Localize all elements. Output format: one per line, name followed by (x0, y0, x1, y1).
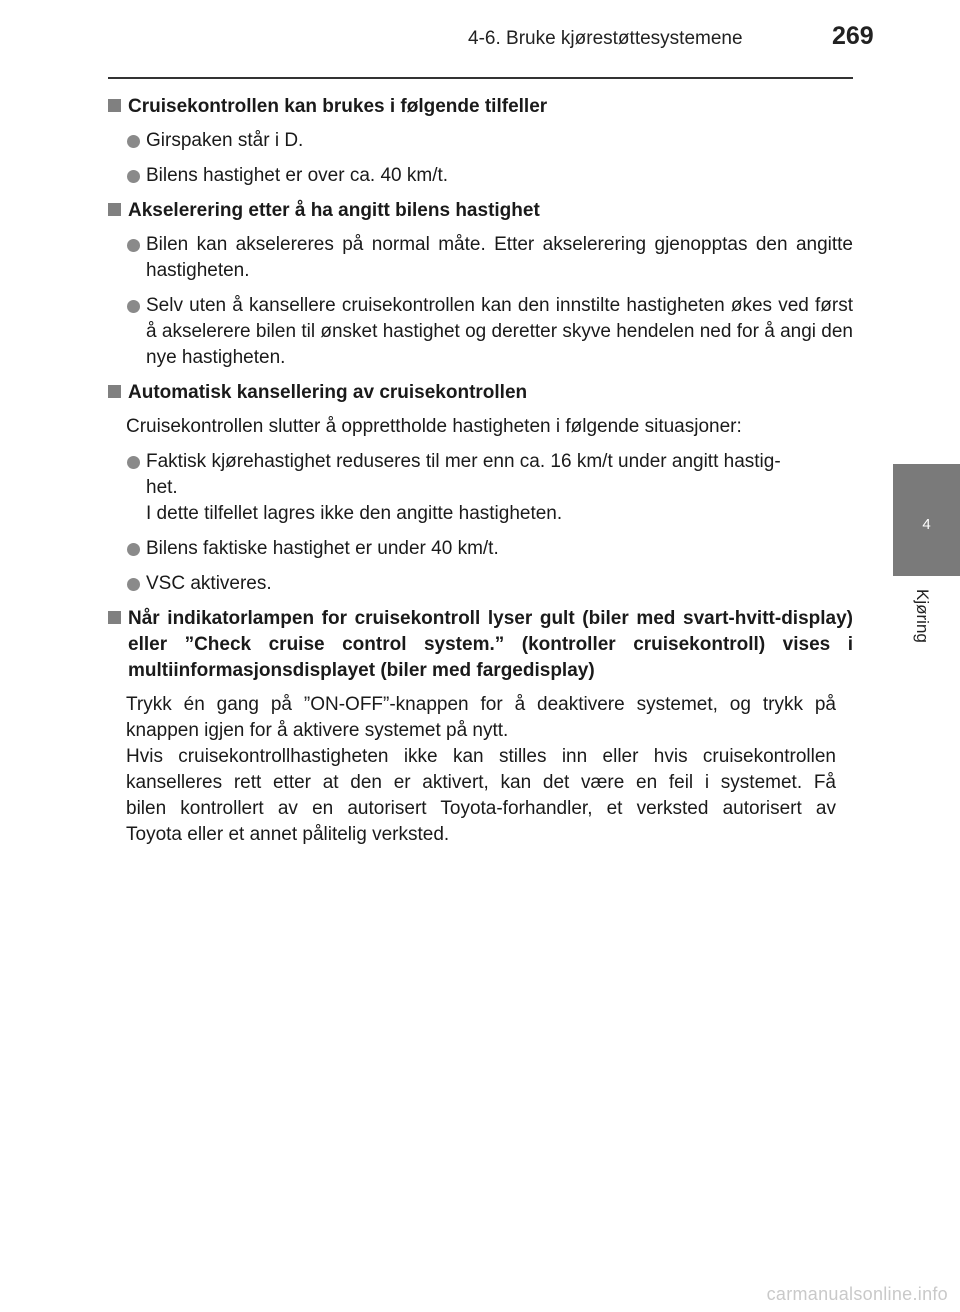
chapter-number: 4 (922, 516, 931, 533)
round-bullet-icon (127, 578, 140, 591)
round-bullet-icon (127, 543, 140, 556)
section-heading: Cruisekontrollen kan brukes i følgende tilfeller (108, 94, 853, 120)
list-item: Bilens faktiske hastighet er under 40 km/t. (126, 536, 853, 562)
section-auto-cancel (108, 380, 853, 597)
square-bullet-icon (108, 203, 121, 216)
section-heading: Automatisk kansellering av cruisekontrollen (108, 380, 853, 406)
chapter-side-tab (893, 464, 960, 576)
round-bullet-icon (127, 300, 140, 313)
list-item: Girspaken står i D. (126, 128, 853, 154)
section-heading: Akselerering etter å ha angitt bilens hastighet (108, 198, 853, 224)
list-item: Bilens hastighet er over ca. 40 km/t. (126, 163, 853, 189)
page-content (108, 94, 853, 856)
header-section-title: 4-6. Bruke kjørestøttesystemene (468, 28, 743, 49)
list-item: Selv uten å kansellere cruisekontrollen kan den innstilte hastigheten økes ved først å akselerere bilen til ønsket hastighet og deretter skyve hendelen ned for å angi den nye hastigheten. (126, 293, 853, 371)
page-number: 269 (832, 22, 874, 50)
section-indicator-warning (108, 606, 853, 848)
section-intro: Cruisekontrollen slutter å opprettholde hastigheten i følgende situasjoner: (126, 416, 742, 437)
square-bullet-icon (108, 611, 121, 624)
section-acceleration (108, 198, 853, 371)
round-bullet-icon (127, 456, 140, 469)
square-bullet-icon (108, 99, 121, 112)
list-item: Faktisk kjørehastighet reduseres til mer enn ca. 16 km/t under angitt hastig- het. I dette tilfellet lagres ikke den angitte hastigheten. (126, 449, 853, 527)
header-divider (108, 77, 853, 79)
list-item: VSC aktiveres. (126, 571, 853, 597)
square-bullet-icon (108, 385, 121, 398)
section-usage-conditions (108, 94, 853, 189)
watermark: carmanualsonline.info (766, 1284, 948, 1304)
section-heading: Når indikatorlampen for cruisekontroll lyser gult (biler med svart-hvitt-display) eller ”Check cruise control system.” (kontroller cruisekontroll) vises i multiinformasjonsdisplayet (biler med fargedisplay) (108, 606, 853, 684)
chapter-label: Kjøring (913, 589, 932, 643)
round-bullet-icon (127, 170, 140, 183)
round-bullet-icon (127, 135, 140, 148)
list-item: Bilen kan akselereres på normal måte. Etter akselerering gjenopptas den angitte hastigheten. (126, 232, 853, 284)
section-body: Trykk én gang på ”ON-OFF”-knappen for å deaktivere systemet, og trykk på knappen igjen for å aktivere systemet på nytt. Hvis cruisekontrollhastigheten ikke kan stilles inn eller hvis cruisekontrollen kanselleres rett etter at den er aktivert, kan det være en feil i systemet. Få bilen kontrollert av en autorisert Toyota-forhandler, et verksted autorisert av Toyota eller et annet pålitelig verksted. (126, 694, 836, 845)
round-bullet-icon (127, 239, 140, 252)
